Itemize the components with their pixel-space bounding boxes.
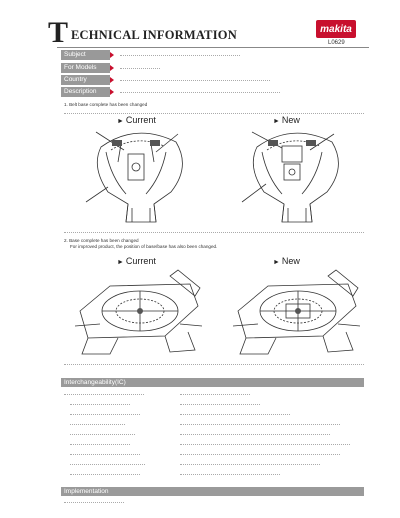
field-description-label: Description: [61, 87, 110, 97]
section-2-new-label: ► New: [273, 256, 300, 266]
implementation-text: [64, 502, 124, 503]
field-country-label: Country: [61, 75, 110, 85]
ic-line: [70, 424, 125, 425]
section-1-title: 1. Belt base complete has been changed: [64, 102, 148, 107]
ic-line: [180, 464, 320, 465]
section-1-footnote: [64, 232, 364, 233]
field-subject-value: [120, 55, 240, 56]
ic-line: [70, 414, 140, 415]
section-1-current-label: ► Current: [117, 115, 156, 125]
makita-logo: makita: [316, 20, 356, 38]
field-arrow-icon: [110, 52, 114, 58]
ic-line: [180, 424, 340, 425]
header-rule: [57, 47, 369, 48]
document-title: ECHNICAL INFORMATION: [71, 28, 237, 42]
ic-line: [180, 444, 350, 445]
implementation-heading: Implementation: [61, 487, 364, 496]
field-subject-label: Subject: [61, 50, 110, 60]
field-country-value: [120, 80, 270, 81]
ic-line: [70, 474, 140, 475]
ic-line: [180, 454, 340, 455]
field-models-value: [120, 68, 160, 69]
interchangeability-heading: Interchangeability(IC): [61, 378, 364, 387]
ic-line: [180, 474, 280, 475]
section-2-footnote: [64, 364, 364, 365]
ic-line: [70, 444, 130, 445]
title-initial: T: [48, 16, 69, 49]
ic-line: [70, 434, 135, 435]
field-arrow-icon: [110, 65, 114, 71]
ic-line: [180, 394, 250, 395]
section-2-title: 2. Base complete has been changed: [64, 238, 139, 243]
section-1-new-label: ► New: [273, 115, 300, 125]
field-arrow-icon: [110, 89, 114, 95]
current-belt-base-drawing: [66, 122, 206, 230]
section-2-current-label: ► Current: [117, 256, 156, 266]
ic-line: [64, 394, 144, 395]
new-base-drawing: [228, 266, 363, 361]
field-arrow-icon: [110, 77, 114, 83]
document-code: L0629: [328, 40, 345, 46]
section-2-note: For improved product, the position of base/base has also been changed.: [70, 244, 218, 249]
new-belt-base-drawing: [222, 122, 362, 230]
field-models-label: For Models: [61, 63, 110, 73]
section-1-text: [64, 113, 364, 114]
ic-line: [180, 414, 290, 415]
ic-line: [70, 464, 145, 465]
current-base-drawing: [70, 266, 205, 361]
ic-line: [70, 404, 130, 405]
ic-line: [180, 434, 330, 435]
field-description-value: [120, 92, 280, 93]
ic-line: [70, 454, 140, 455]
ic-line: [180, 404, 260, 405]
